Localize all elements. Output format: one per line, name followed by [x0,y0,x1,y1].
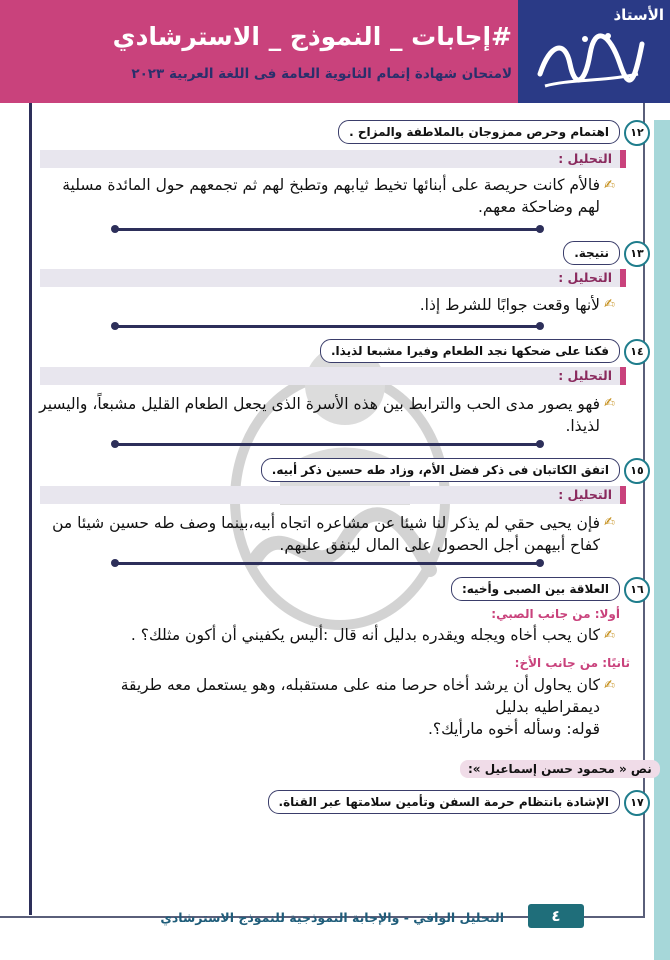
page-subtitle: لامتحان شهادة إتمام الثانوية العامة فى اللغة العربية ٢٠٢٣ [131,66,512,82]
question-text: اتفق الكاتبان فى ذكر فضل الأم، وزاد طه حسين ذكر أبيه. [261,458,620,482]
page-number: ٤ [528,904,584,928]
answer-text: كان يحب أخاه ويجله ويقدره بدليل أنه قال :أليس يكفيني أن أكون مثلك؟ . [130,626,600,644]
tahlil-label: التحليل : [558,487,612,502]
question-text: اهتمام وحرص ممزوجان بالملاطفة والمزاح . [338,120,620,144]
divider [115,228,540,231]
question-number: ١٣ [624,241,650,267]
divider [115,325,540,328]
answer-text: فالأم كانت حريصة على أبنائها تخيط ثيابهم وتطبخ لهم ثم تجمعهم حول المائدة مسلية لهم وضاحكة معهم. [62,176,600,216]
answer-text: فهو يصور مدى الحب والترابط بين هذه الأسرة الذى يجعل الطعام القليل مشبعاً، واليسير لذيذا. [39,395,600,435]
question-text: فكنا على ضحكها نجد الطعام وفيرا مشبعا لذيذا. [320,339,620,363]
answer-line: قوله: وسأله أخوه مارأيك؟. [427,720,600,738]
question-number: ١٤ [624,339,650,365]
divider [115,443,540,446]
tahlil-label: التحليل : [558,270,612,285]
teacher-signature-logo [530,24,648,94]
pen-icon: ✍ [604,515,615,530]
answer-text: لأنها وقعت جوابًا للشرط إذا. [419,296,600,314]
question-number: ١٧ [624,790,650,816]
pen-icon: ✍ [604,297,615,312]
right-teal-strip [654,120,670,960]
left-rail-line [29,103,32,915]
pen-icon: ✍ [604,178,615,193]
tahlil-header [40,269,626,287]
tahlil-header [40,486,626,504]
page-title: #إجابات _ النموذج _ الاسترشادي [112,22,512,51]
question-number: ١٦ [624,577,650,603]
section-label-second: ثانيًا: من جانب الأخ: [514,656,630,670]
question-number: ١٢ [624,120,650,146]
tahlil-label: التحليل : [558,368,612,383]
page-header [0,0,670,103]
question-text: العلاقة بين الصبى وأخيه: [451,577,620,601]
text-author-label: نص « محمود حسن إسماعيل »: [460,760,660,778]
pen-icon: ✍ [604,628,615,643]
tahlil-header [40,367,626,385]
section-label-first: أولا: من جانب الصبي: [491,607,620,621]
question-text: نتيجة. [563,241,620,265]
question-number: ١٥ [624,458,650,484]
pen-icon: ✍ [604,678,615,693]
answer-line: ديمقراطيه بدليل [495,698,600,716]
pen-icon: ✍ [604,396,615,411]
header-pink-band [0,0,518,103]
tahlil-header [40,150,626,168]
divider [115,562,540,565]
tahlil-label: التحليل : [558,151,612,166]
teacher-label: الأستاذ [613,6,664,24]
answer-text: فإن يحيى حقي لم يذكر لنا شيئا عن مشاعره اتجاه أبيه،بينما وصف طه حسين شيئا من كفاح أبيهمن أجل الحصول على المال لينفق عليهم. [52,514,600,554]
footer-text: التحليل الوافي - والإجابة النموذجية للنموذج الاسترشادي [160,910,504,925]
answer-line: كان يحاول أن يرشد أخاه حرصا منه على مستقبله، وهو يستعمل معه طريقة [120,676,600,694]
question-text: الإشادة بانتظام حرمة السفن وتأمين سلامتها عبر القناة. [268,790,620,814]
